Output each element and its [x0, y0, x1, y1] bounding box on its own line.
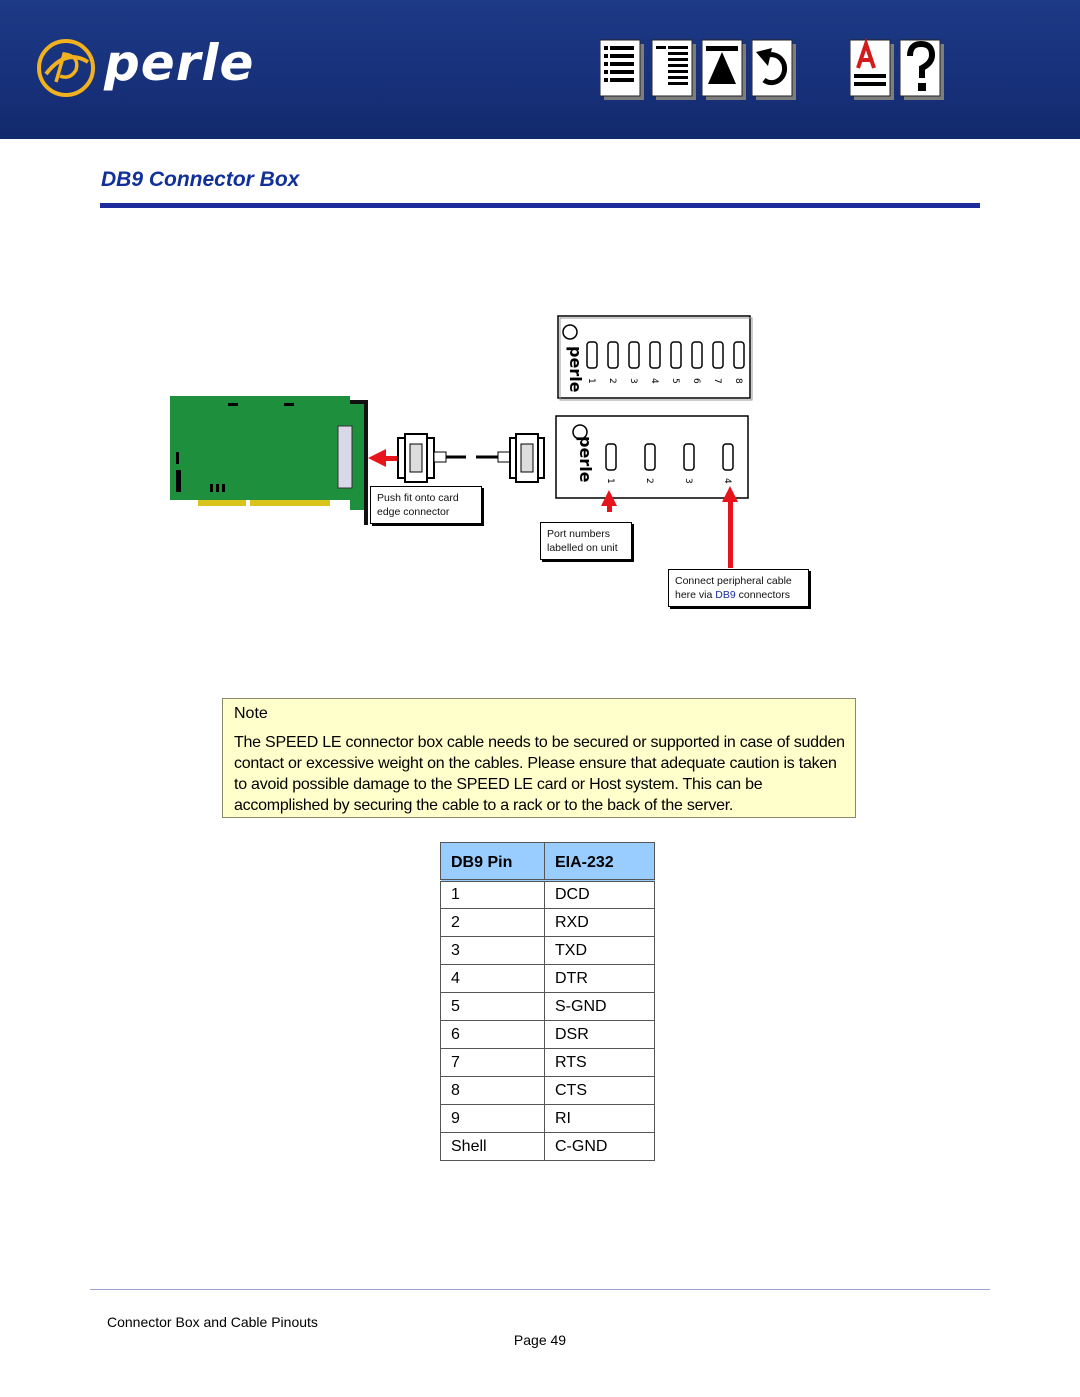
port-number-label: 3 [628, 378, 638, 384]
port-number-label: 2 [644, 478, 654, 484]
push-fit-arrow [368, 449, 402, 467]
pin-number-cell: 5 [441, 993, 545, 1021]
title-divider [100, 203, 980, 208]
pin-number-cell: 6 [441, 1021, 545, 1049]
db9-port-connector [671, 342, 681, 368]
note-title: Note [234, 705, 268, 722]
callout-text: connectors [735, 589, 790, 601]
port-number-label: 5 [670, 378, 680, 384]
db9-port-connector [608, 342, 618, 368]
top-icon[interactable] [702, 38, 748, 100]
db9-port-connector [629, 342, 639, 368]
callout-line: Port numbers [547, 528, 611, 540]
port-number-label: 8 [733, 378, 743, 384]
pin-number-cell: 8 [441, 1077, 545, 1105]
callout-line: Push fit onto card [377, 492, 459, 504]
footer-section-title: Connector Box and Cable Pinouts [107, 1314, 318, 1330]
table-row [441, 1049, 655, 1077]
callout-db9-text: DB9 [715, 589, 736, 601]
callout-line: labelled on unit [547, 542, 618, 554]
db9-pinout-table [440, 842, 655, 1161]
logo-wordmark: perle [104, 34, 255, 92]
callout-text: here via [675, 589, 716, 601]
port-number-label: 2 [607, 378, 617, 384]
table-body [441, 881, 655, 1161]
index-icon[interactable] [652, 38, 698, 100]
connect-peripheral-callout [668, 569, 809, 607]
pin-number-cell: 3 [441, 937, 545, 965]
push-fit-callout [370, 486, 482, 524]
signal-name-cell: CTS [545, 1077, 655, 1105]
db9-port-connector [713, 342, 723, 368]
pin-number-cell: 7 [441, 1049, 545, 1077]
signal-name-cell: DTR [545, 965, 655, 993]
nav-toolbar [598, 38, 978, 108]
port-number-label: 4 [722, 478, 732, 484]
cable-connector-socket [476, 434, 544, 482]
table-row [441, 965, 655, 993]
glossary-icon[interactable] [850, 38, 896, 100]
pin-number-cell: 1 [441, 881, 545, 909]
db9-port-connector [734, 342, 744, 368]
signal-name-cell: DSR [545, 1021, 655, 1049]
table-row [441, 881, 655, 909]
callout-line [675, 588, 802, 602]
port-number-label: 4 [649, 378, 659, 384]
help-icon[interactable] [900, 38, 946, 100]
pin-number-cell: Shell [441, 1133, 545, 1161]
pin-number-cell: 2 [441, 909, 545, 937]
table-row [441, 1021, 655, 1049]
db9-port-connector [723, 444, 733, 470]
page-header [0, 0, 1080, 139]
back-icon[interactable] [752, 38, 798, 100]
signal-name-cell: RTS [545, 1049, 655, 1077]
port-number-label: 1 [586, 378, 596, 384]
pci-card [170, 396, 368, 525]
page-number: Page 49 [513, 1332, 567, 1348]
cable-connector-plug [398, 434, 466, 482]
footer-divider [90, 1289, 990, 1290]
callout-line: edge connector [377, 506, 450, 518]
contents-icon[interactable] [600, 38, 646, 100]
db9-port-connector [684, 444, 694, 470]
pin-number-cell: 9 [441, 1105, 545, 1133]
db9-port-connector [692, 342, 702, 368]
note-box [222, 698, 856, 818]
db9-port-connector [587, 342, 597, 368]
db9-port-connector [650, 342, 660, 368]
table-row [441, 1105, 655, 1133]
note-body: The SPEED LE connector box cable needs to be secured or supported in case of sudden contact or excessive weight on the cables. Please ensure that adequate caution is taken to avoid possible damage to the SPEED LE card or Host system. This can be accomplished by securing the cable to a rack or to the back of the server. [234, 734, 845, 814]
port-number-label: 1 [605, 478, 615, 484]
callout-line: Connect peripheral cable [675, 575, 792, 587]
port-numbers-callout [540, 522, 632, 560]
db9-port-connector [606, 444, 616, 470]
table-row [441, 909, 655, 937]
port-number-label: 3 [683, 478, 693, 484]
signal-name-cell: RXD [545, 909, 655, 937]
column-header-db9-pin: DB9 Pin [441, 843, 545, 881]
box-logo-text: perle [566, 346, 585, 393]
table-row [441, 937, 655, 965]
table-row [441, 1077, 655, 1105]
connect-peripheral-arrow [722, 486, 738, 568]
signal-name-cell: TXD [545, 937, 655, 965]
page-title: DB9 Connector Box [101, 168, 300, 191]
db9-port-connector [645, 444, 655, 470]
signal-name-cell: RI [545, 1105, 655, 1133]
signal-name-cell: S-GND [545, 993, 655, 1021]
signal-name-cell: C-GND [545, 1133, 655, 1161]
box-logo-text: perle [576, 436, 595, 483]
pin-number-cell: 4 [441, 965, 545, 993]
port-number-label: 7 [712, 378, 722, 384]
column-header-eia232: EIA-232 [545, 843, 655, 881]
signal-name-cell: DCD [545, 881, 655, 909]
table-row [441, 1133, 655, 1161]
table-row [441, 993, 655, 1021]
port-number-label: 6 [691, 378, 701, 384]
table-header-row [441, 843, 655, 881]
connector-box-diagram [160, 300, 860, 620]
